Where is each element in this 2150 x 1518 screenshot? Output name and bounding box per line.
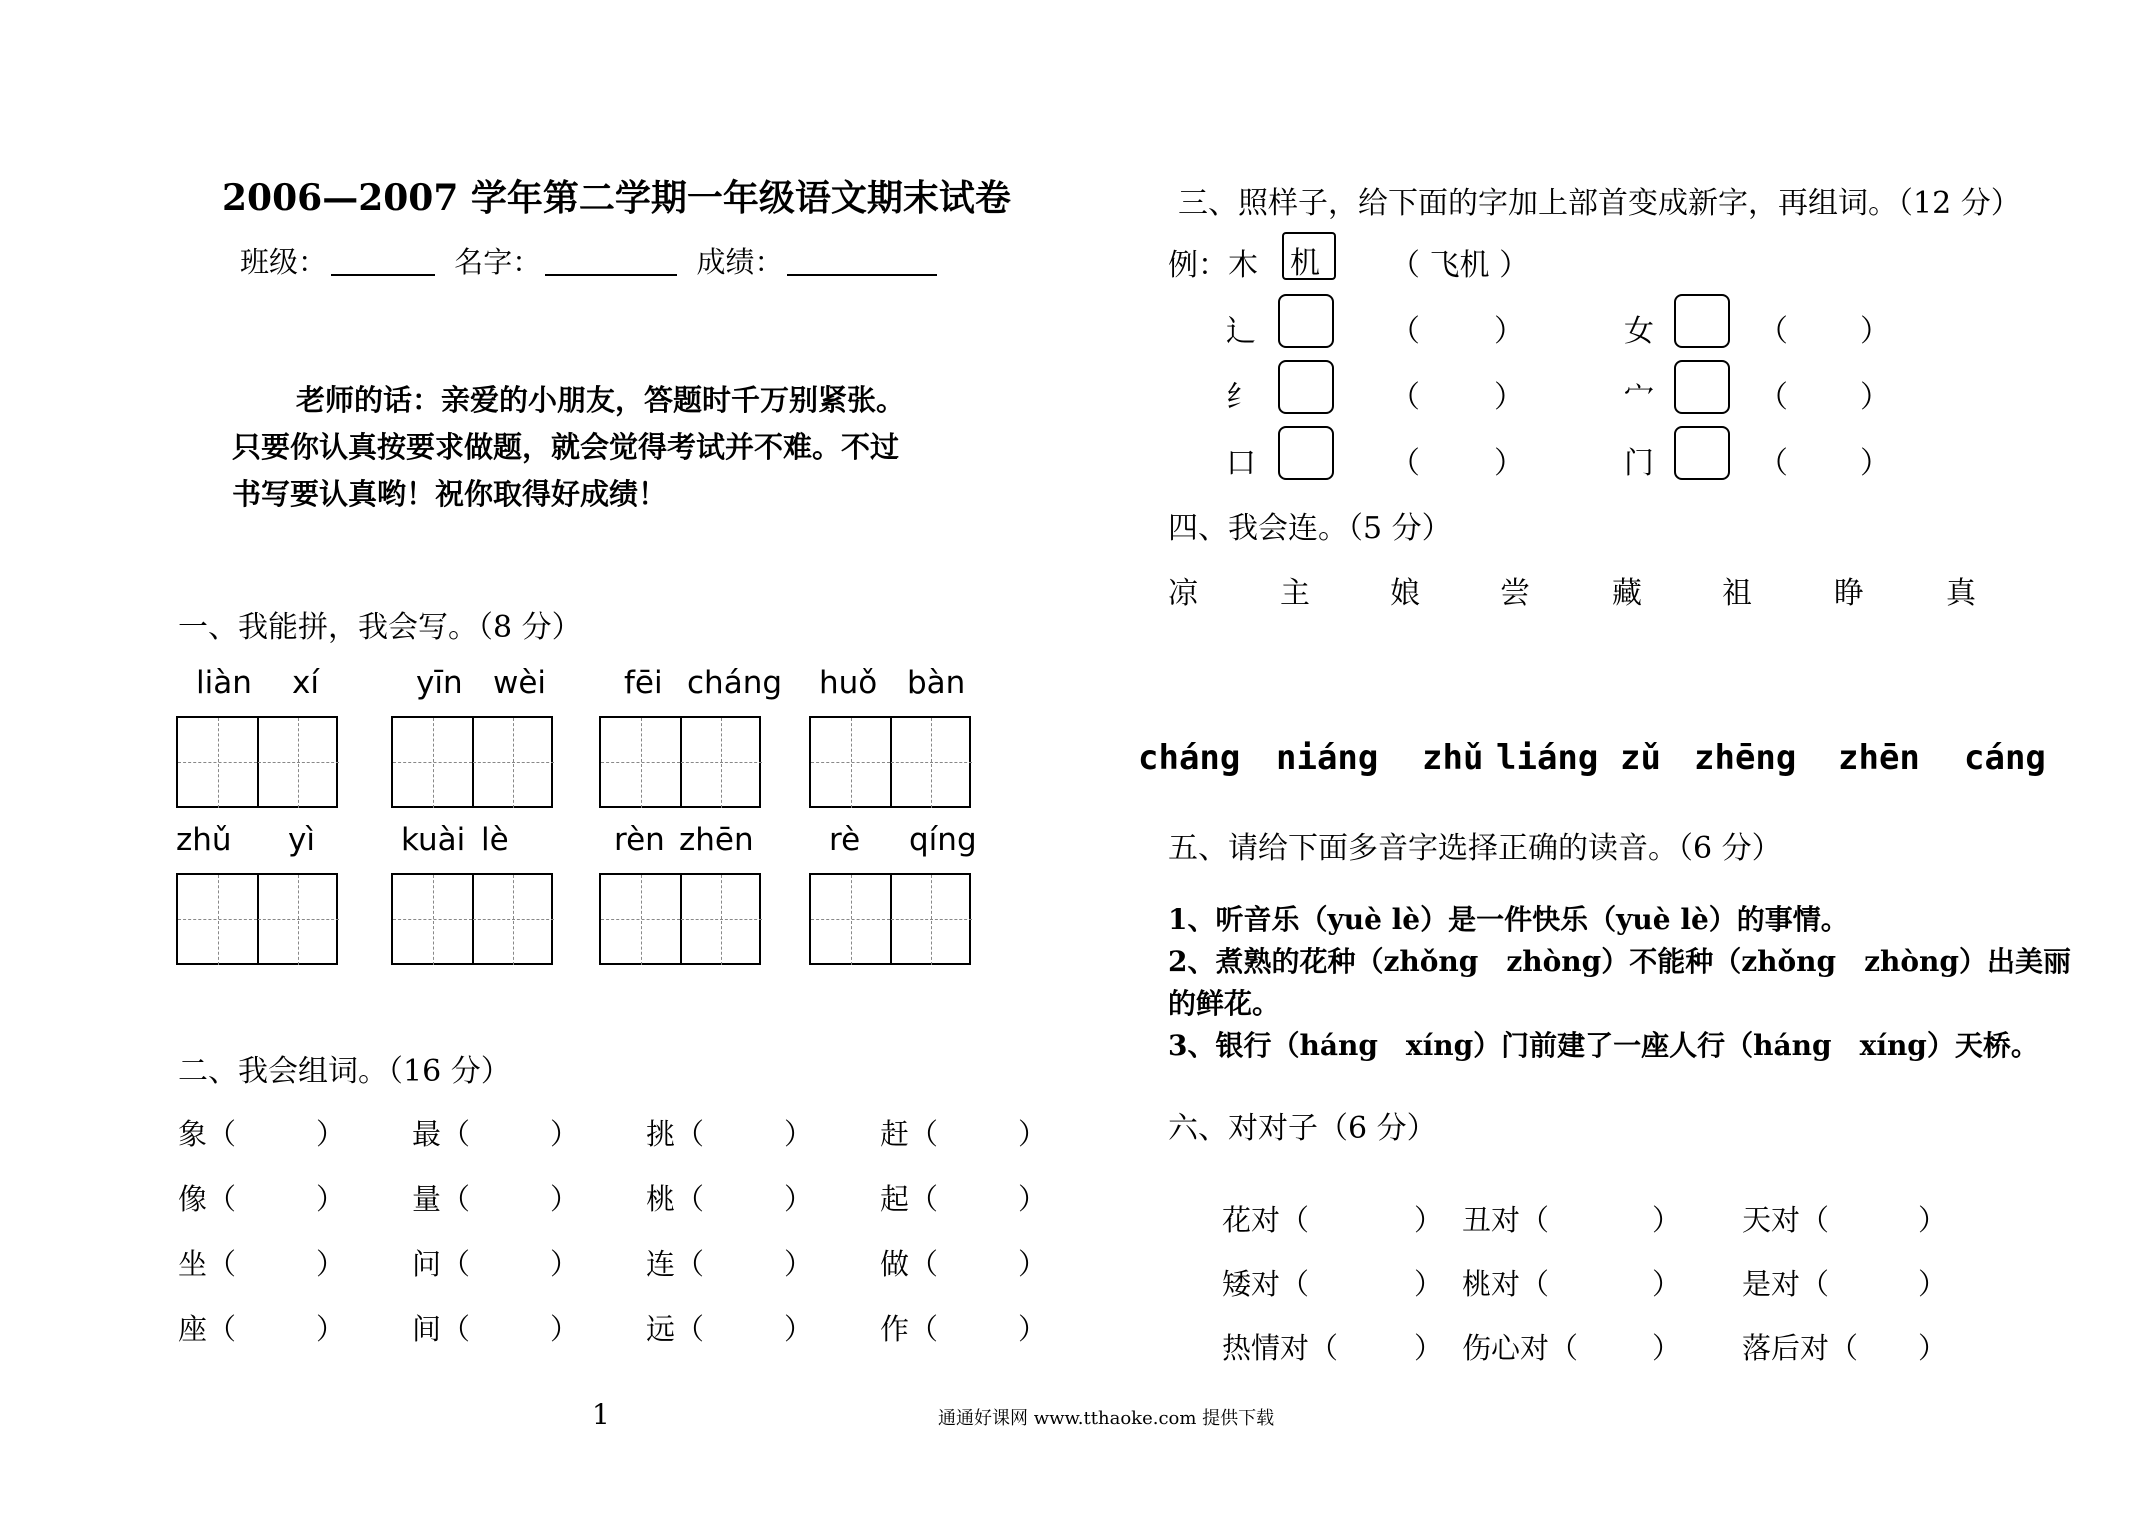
section-3-heading: 三、照样子，给下面的字加上部首变成新字，再组词。（12 分） [1178,186,2021,221]
couplet-prompt: 花对（ [1222,1203,1310,1237]
name-field[interactable] [545,246,677,276]
match-pinyin[interactable]: niáng [1276,738,1379,778]
answer-close-paren[interactable]: ） [316,1247,346,1281]
class-label: 班级： [240,245,328,279]
answer-close-paren[interactable]: ） [1652,1331,1682,1365]
pinyin-syllable: yīn [416,665,463,701]
paren-close: ） [1494,380,1524,415]
match-char[interactable]: 真 [1946,576,1976,611]
pinyin-syllable: cháng [687,665,783,701]
word-prompt: 赶（ [880,1117,939,1151]
match-char[interactable]: 睁 [1834,576,1864,611]
class-field[interactable] [331,246,435,276]
writing-grid[interactable] [599,716,761,808]
pinyin-syllable: kuài [401,822,466,858]
paren-open: （ [1390,314,1420,349]
match-char[interactable]: 娘 [1390,576,1420,611]
base-char: 辶 [1226,314,1256,349]
answer-close-paren[interactable]: ） [550,1312,580,1346]
answer-close-paren[interactable]: ） [316,1117,346,1151]
polyphone-question: 的鲜花。 [1168,987,1281,1020]
answer-close-paren[interactable]: ） [316,1312,346,1346]
word-prompt: 桃（ [646,1182,705,1216]
pinyin-syllable: huǒ [819,665,878,701]
page-number: 1 [592,1398,610,1431]
answer-close-paren[interactable]: ） [1918,1267,1948,1301]
paren-close: ） [1860,314,1890,349]
grid-cell[interactable] [473,875,554,965]
couplet-prompt: 矮对（ [1222,1267,1310,1301]
writing-grid[interactable] [809,873,971,965]
word-prompt: 问（ [412,1247,471,1281]
paren-open: （ [1758,380,1788,415]
section-4-heading: 四、我会连。（5 分） [1168,511,1452,546]
section-5-heading: 五、请给下面多音字选择正确的读音。（6 分） [1168,831,1782,866]
answer-close-paren[interactable]: ） [784,1182,814,1216]
match-pinyin[interactable]: zǔ [1620,738,1661,778]
writing-grid[interactable] [809,716,971,808]
example-label: 例：木 [1168,248,1258,283]
couplet-prompt: 落后对（ [1742,1331,1859,1365]
match-pinyin[interactable]: liáng [1496,738,1599,778]
word-prompt: 座（ [178,1312,237,1346]
pinyin-syllable: bàn [907,665,966,701]
paren-close: ） [1494,446,1524,481]
grid-cell[interactable] [178,875,259,965]
word-prompt: 连（ [646,1247,705,1281]
match-pinyin[interactable]: zhēn [1838,738,1920,778]
word-prompt: 挑（ [646,1117,705,1151]
writing-grid[interactable] [391,716,553,808]
base-char: 口 [1226,446,1256,481]
pinyin-syllable: liàn [196,665,252,701]
polyphone-question: 3、银行（háng xíng）门前建了一座人行（háng xíng）天桥。 [1168,1029,2039,1062]
couplet-prompt: 天对（ [1742,1203,1830,1237]
answer-close-paren[interactable]: ） [1018,1117,1048,1151]
example-box [1282,232,1336,280]
paren-open: （ [1390,446,1420,481]
answer-close-paren[interactable]: ） [1414,1331,1444,1365]
word-prompt: 作（ [880,1312,939,1346]
teacher-note-line: 老师的话：亲爱的小朋友，答题时千万别紧张。 [296,383,906,417]
answer-box[interactable] [1278,294,1334,348]
match-pinyin[interactable]: zhēng [1694,738,1797,778]
grid-cell[interactable] [601,875,682,965]
name-label: 名字： [454,245,542,279]
answer-close-paren[interactable]: ） [784,1312,814,1346]
word-prompt: 最（ [412,1117,471,1151]
grid-cell[interactable] [258,718,339,808]
section-1-heading: 一、我能拼，我会写。（8 分） [178,610,582,645]
pinyin-syllable: qíng [909,822,977,858]
paren-close: ） [1860,380,1890,415]
match-char[interactable]: 主 [1280,576,1310,611]
answer-close-paren[interactable]: ） [550,1247,580,1281]
answer-box[interactable] [1674,294,1730,348]
base-char: 女 [1624,314,1654,349]
answer-close-paren[interactable]: ） [1652,1267,1682,1301]
answer-box[interactable] [1674,426,1730,480]
grid-cell[interactable] [681,718,762,808]
section-2-heading: 二、我会组词。（16 分） [178,1054,511,1089]
grid-cell[interactable] [601,718,682,808]
base-char: 纟 [1226,380,1256,415]
pinyin-syllable: zhēn [679,822,754,858]
example-word: （ 飞机 ） [1390,248,1530,283]
word-prompt: 远（ [646,1312,705,1346]
word-prompt: 起（ [880,1182,939,1216]
source-note: 通通好课网 www.tthaoke.com 提供下载 [938,1408,1275,1429]
pinyin-syllable: fēi [624,665,663,701]
teacher-note-line: 书写要认真哟！祝你取得好成绩！ [232,477,668,511]
base-char: 宀 [1624,380,1654,415]
paren-open: （ [1758,314,1788,349]
word-prompt: 做（ [880,1247,939,1281]
grid-cell[interactable] [681,875,762,965]
grid-cell[interactable] [473,718,554,808]
grid-cell[interactable] [258,875,339,965]
student-info [240,240,947,281]
example-box-char: 机 [1290,246,1320,281]
answer-box[interactable] [1278,426,1334,480]
pinyin-syllable: wèi [493,665,547,701]
answer-close-paren[interactable]: ） [1918,1331,1948,1365]
answer-box[interactable] [1674,360,1730,414]
pinyin-syllable: zhǔ [176,822,232,858]
pinyin-syllable: xí [292,665,319,701]
grid-cell[interactable] [811,875,892,965]
match-char[interactable]: 凉 [1168,576,1198,611]
polyphone-question: 2、煮熟的花种（zhǒng zhòng）不能种（zhǒng zhòng）出美丽 [1168,945,2071,978]
section-6-heading: 六、对对子（6 分） [1168,1111,1437,1146]
teacher-note-line: 只要你认真按要求做题，就会觉得考试并不难。不过 [232,430,900,464]
writing-grid[interactable] [599,873,761,965]
match-pinyin[interactable]: zhǔ [1422,738,1484,778]
word-prompt: 间（ [412,1312,471,1346]
paren-open: （ [1390,380,1420,415]
paren-close: ） [1494,314,1524,349]
word-prompt: 像（ [178,1182,237,1216]
pinyin-syllable: lè [481,822,509,858]
polyphone-question: 1、听音乐（yuè lè）是一件快乐（yuè lè）的事情。 [1168,903,1849,936]
answer-close-paren[interactable]: ） [1918,1203,1948,1237]
match-char[interactable]: 尝 [1500,576,1530,611]
writing-grid[interactable] [391,873,553,965]
answer-close-paren[interactable]: ） [1652,1203,1682,1237]
grid-cell[interactable] [178,718,259,808]
pinyin-syllable: rè [829,822,861,858]
grid-cell[interactable] [393,718,474,808]
answer-close-paren[interactable]: ） [1018,1247,1048,1281]
grid-cell[interactable] [891,875,972,965]
match-char[interactable]: 祖 [1722,576,1752,611]
word-prompt: 坐（ [178,1247,237,1281]
answer-close-paren[interactable]: ） [784,1117,814,1151]
paren-open: （ [1758,446,1788,481]
match-pinyin[interactable]: cháng [1138,738,1241,778]
couplet-prompt: 热情对（ [1222,1331,1339,1365]
paren-close: ） [1860,446,1890,481]
score-label: 成绩： [696,245,784,279]
answer-close-paren[interactable]: ） [1018,1182,1048,1216]
answer-close-paren[interactable]: ） [1018,1312,1048,1346]
answer-close-paren[interactable]: ） [1414,1203,1444,1237]
couplet-prompt: 是对（ [1742,1267,1830,1301]
couplet-prompt: 丑对（ [1462,1203,1550,1237]
pinyin-syllable: rèn [614,822,665,858]
match-char[interactable]: 藏 [1612,576,1642,611]
answer-close-paren[interactable]: ） [316,1182,346,1216]
writing-grid[interactable] [176,873,338,965]
word-prompt: 象（ [178,1117,237,1151]
answer-box[interactable] [1278,360,1334,414]
page-title: 2006—2007 学年第二学期一年级语文期末试卷 [222,177,1011,219]
couplet-prompt: 桃对（ [1462,1267,1550,1301]
answer-close-paren[interactable]: ） [550,1117,580,1151]
answer-close-paren[interactable]: ） [784,1247,814,1281]
couplet-prompt: 伤心对（ [1462,1331,1579,1365]
word-prompt: 量（ [412,1182,471,1216]
answer-close-paren[interactable]: ） [1414,1267,1444,1301]
base-char: 门 [1624,446,1654,481]
pinyin-syllable: yì [288,822,315,858]
grid-cell[interactable] [891,718,972,808]
match-pinyin[interactable]: cáng [1964,738,2046,778]
grid-cell[interactable] [811,718,892,808]
answer-close-paren[interactable]: ） [550,1182,580,1216]
writing-grid[interactable] [176,716,338,808]
score-field[interactable] [787,246,937,276]
grid-cell[interactable] [393,875,474,965]
